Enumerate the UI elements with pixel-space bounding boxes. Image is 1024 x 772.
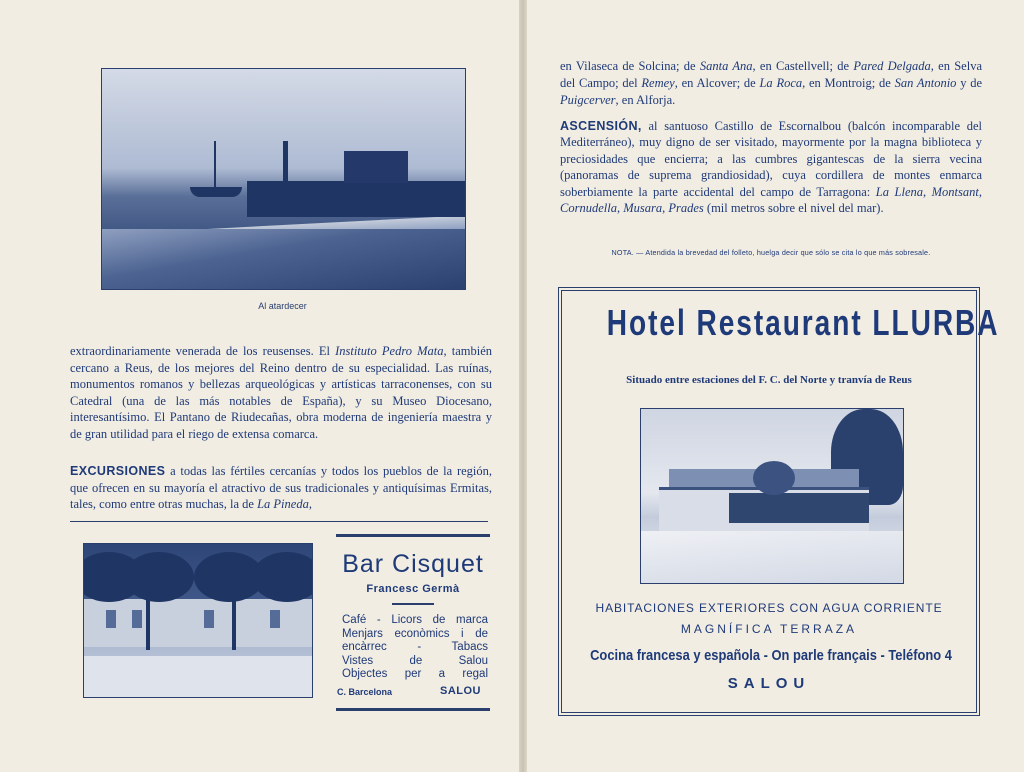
hotel-terrace-line: MAGNÍFICA TERRAZA	[680, 622, 858, 636]
bar-offer-line: Vistes de Salou	[342, 654, 488, 667]
pier-house	[344, 151, 408, 183]
excursiones-text: a todas las fértiles cercanías y todos los pueblos de la región, que ofrecen en su mayoría el atractivo de sus tradicionales y antiquísimas Ermitas, tales, como entre otras muchas, la de La Pineda,	[70, 464, 492, 511]
page-gutter	[519, 0, 527, 772]
bar-window	[270, 610, 280, 628]
excursiones-heading: EXCURSIONES	[70, 464, 166, 478]
italic-name: La Roca	[759, 76, 803, 90]
bar-ad-top-rule	[336, 534, 490, 537]
italic-name: La Llena	[875, 184, 923, 199]
bar-offer-line: Menjars econòmics i de	[342, 627, 488, 640]
italic-name: Musara	[623, 201, 663, 216]
italic-name: La Pineda	[257, 497, 309, 511]
ascension-heading: ASCENSIÓN,	[560, 119, 642, 133]
italic-name: Santa Ana	[699, 59, 753, 73]
bar-offer-list	[342, 614, 488, 682]
left-paragraph-2	[70, 463, 492, 513]
bar-ad-short-rule	[392, 603, 434, 605]
tree	[252, 552, 313, 602]
hotel-rooms-line: HABITACIONES EXTERIORES CON AGUA CORRIENTE	[595, 601, 943, 615]
hotel-cuisine-line: Cocina francesa y española - On parle français - Teléfono 4	[590, 647, 952, 664]
bar-owner: Francesc Germà	[366, 583, 460, 595]
tree	[124, 552, 194, 602]
beach	[102, 229, 465, 289]
italic-name: Puigcerver	[560, 93, 616, 107]
photo-caption: Al atardecer	[258, 301, 307, 311]
pier-post	[283, 141, 288, 183]
bar-terrace-photo	[83, 543, 313, 698]
hotel-terrace	[729, 493, 869, 523]
street	[641, 531, 903, 583]
italic-name: Pared Delgada	[853, 59, 931, 73]
boat-mast	[214, 141, 216, 189]
bar-window	[106, 610, 116, 628]
hotel-building-photo	[640, 408, 904, 584]
bar-address: C. Barcelona	[337, 687, 393, 697]
bar-window	[204, 610, 214, 628]
italic-name: Cornudella	[560, 201, 617, 216]
tree	[753, 461, 795, 495]
italic-name: Prades	[668, 201, 704, 216]
section-divider	[70, 521, 488, 522]
bar-window	[132, 610, 142, 628]
italic-name: Instituto Pedro Mata	[335, 344, 444, 358]
bar-offer-line: Café - Licors de marca	[342, 614, 488, 626]
sailboat	[190, 187, 242, 197]
sunset-harbor-photo	[101, 68, 466, 290]
hotel-subtitle: Situado entre estaciones del F. C. del Norte y tranvía de Reus	[626, 374, 912, 386]
bar-name: Bar Cisquet	[342, 550, 484, 578]
right-paragraph-1: en Vilaseca de Solcina; de Santa Ana, en Castellvell; de Pared Delgada, en Selva del Campo; del Remey, en Alcover; de La Roca, en Montroig; de San Antonio y de Puigcerver, en Alforja.	[560, 59, 982, 107]
italic-name: Remey	[641, 76, 675, 90]
bar-offer-line: encàrrec - Tabacs	[342, 641, 488, 653]
street	[84, 656, 312, 697]
hotel-town: SALOU	[727, 675, 811, 692]
nota-footnote: NOTA. — Atendida la brevedad del folleto, huelga decir que sólo se cita lo que más sobresale.	[611, 248, 931, 257]
left-paragraph-1: extraordinariamente venerada de los reusenses. El Instituto Pedro Mata, también cercano a Reus, de los mejores del Reino dentro de su especialidad. Las ruínas, monumentos romanos y bellezas arqueológicas y artísticas tarraconenses, con su Catedral (una de las más notables de España), y su Museo Diocesano, interesantísimo. El Pantano de Riudecañas, obra moderna de ingeniería maestra y de gran utilidad para el riego de extensa comarca.	[70, 344, 493, 441]
pier	[247, 181, 465, 217]
italic-name: Montsant	[931, 184, 979, 199]
bar-town: SALOU	[440, 685, 481, 697]
bar-ad-bottom-rule	[336, 708, 490, 711]
right-paragraph-2	[560, 118, 982, 216]
hotel-title: Hotel Restaurant LLURBA	[606, 302, 1000, 343]
bar-offer-line: Objectes per a regal	[342, 668, 488, 680]
italic-name: San Antonio	[894, 76, 957, 90]
ascension-text: al santuoso Castillo de Escornalbou (balcón incomparable del Mediterráneo), muy digno de ser visitado, mayormente por la magna biblioteca y preciosidades que encierra; a las cumbres gigantescas de la sierra vecina (panoramas de suprema grandiosidad), cuya cordillera de montes enmarca soberbiamente la parte accidental del campo de Tarragona: La Llena, Montsant, Cornudella, Musara, Prades (mil metros sobre el nivel del mar).	[560, 119, 982, 216]
